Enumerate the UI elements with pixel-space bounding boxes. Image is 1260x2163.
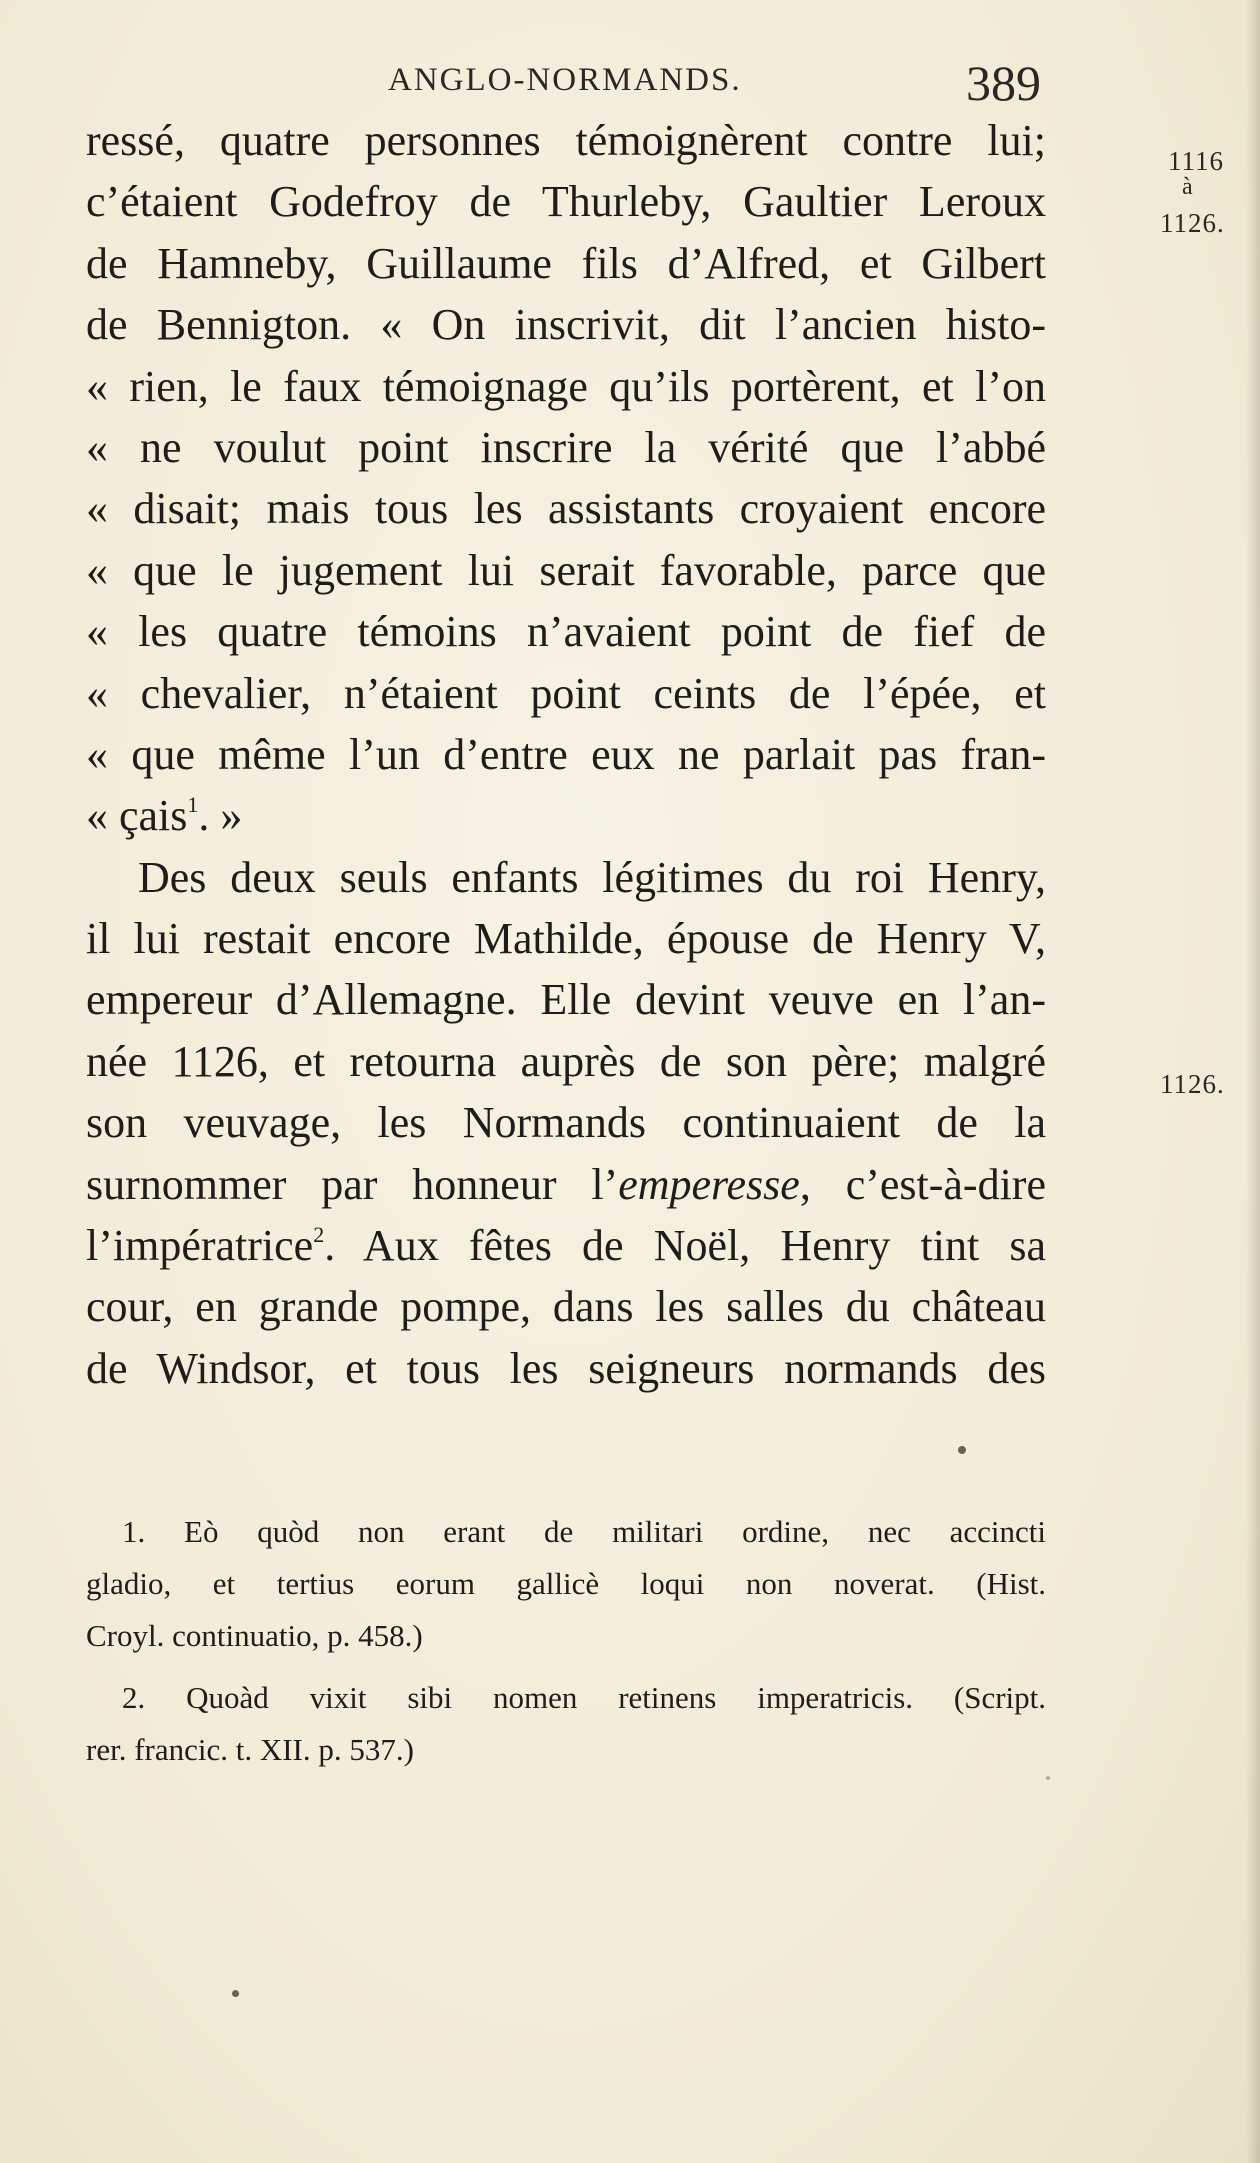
- text-line: née 1126, et retourna auprès de son père; malgré: [86, 1036, 1046, 1086]
- text-line-with-footnote-ref: [86, 785, 1046, 846]
- text-line: « ne voulut point inscrire la vérité que l’abbé: [86, 422, 1046, 472]
- page-number: 389: [966, 55, 1041, 111]
- binding-shadow: [1246, 0, 1260, 2163]
- text-line: empereur d’Allemagne. Elle devint veuve en l’an-: [86, 975, 1046, 1025]
- text-line: de Bennigton. « On inscrivit, dit l’ancien histo-: [86, 300, 1046, 350]
- body-text: [86, 110, 1046, 1399]
- text-line: de Windsor, et tous les seigneurs normands des: [86, 1343, 1046, 1393]
- text-line: « les quatre témoins n’avaient point de fief de: [86, 607, 1046, 657]
- ink-speck: [232, 1990, 239, 1997]
- italic-word: emperesse: [618, 1159, 800, 1209]
- margin-date-single: 1126.: [1160, 1069, 1225, 1099]
- footnotes: [86, 1506, 1046, 1776]
- text-line: « disait; mais tous les assistants croyaient encore: [86, 484, 1046, 534]
- text-fragment: surnommer par honneur l’: [86, 1159, 619, 1209]
- text-line: il lui restait encore Mathilde, épouse de Henry V,: [86, 914, 1046, 964]
- text-line: « que même l’un d’entre eux ne parlait pas fran-: [86, 729, 1046, 779]
- text-line: « chevalier, n’étaient point ceints de l’épée, et: [86, 668, 1046, 718]
- text-fragment: . »: [198, 791, 243, 841]
- text-line: de Hamneby, Guillaume fils d’Alfred, et Gilbert: [86, 238, 1046, 288]
- text-fragment: , c’est-à-dire: [799, 1159, 1046, 1209]
- text-line: son veuvage, les Normands continuaient de la: [86, 1098, 1046, 1148]
- footnote-1-line: gladio, et tertius eorum gallicè loqui non noverat. (Hist.: [86, 1566, 1046, 1601]
- ink-speck: [958, 1446, 966, 1454]
- footnote-2-line: 2. Quoàd vixit sibi nomen retinens imperatricis. (Script.: [122, 1680, 1046, 1715]
- text-line: c’étaient Godefroy de Thurleby, Gaultier Leroux: [86, 177, 1046, 227]
- ink-speck: [1046, 1776, 1050, 1780]
- text-fragment: « çais: [86, 791, 188, 841]
- margin-date-start: 1116: [1168, 146, 1224, 176]
- text-line: « que le jugement lui serait favorable, parce que: [86, 545, 1046, 595]
- paragraph-first-line: Des deux seuls enfants légitimes du roi Henry,: [138, 852, 1046, 902]
- footnote-gap: [86, 1662, 1046, 1672]
- footnote-2-line: rer. francic. t. XII. p. 537.): [86, 1732, 414, 1767]
- text-line-with-footnote-ref: [86, 1215, 1046, 1276]
- footnote-ref-2: 2: [313, 1222, 325, 1248]
- text-fragment: l’impératrice: [86, 1221, 314, 1271]
- text-line: cour, en grande pompe, dans les salles du château: [86, 1282, 1046, 1332]
- margin-date-separator: à: [1182, 174, 1194, 200]
- margin-date-end: 1126.: [1160, 208, 1225, 238]
- footnote-1-line: 1. Eò quòd non erant de militari ordine, nec accincti: [122, 1514, 1046, 1549]
- footnote-ref-1: 1: [187, 792, 199, 818]
- text-line: ressé, quatre personnes témoignèrent contre lui;: [86, 116, 1046, 165]
- text-fragment: . Aux fêtes de Noël, Henry tint sa: [324, 1221, 1046, 1271]
- running-head: ANGLO-NORMANDS.: [388, 62, 742, 98]
- text-line: « rien, le faux témoignage qu’ils portèrent, et l’on: [86, 361, 1046, 411]
- text-line-with-italic: [86, 1154, 1046, 1215]
- footnote-1-line: Croyl. continuatio, p. 458.): [86, 1618, 423, 1653]
